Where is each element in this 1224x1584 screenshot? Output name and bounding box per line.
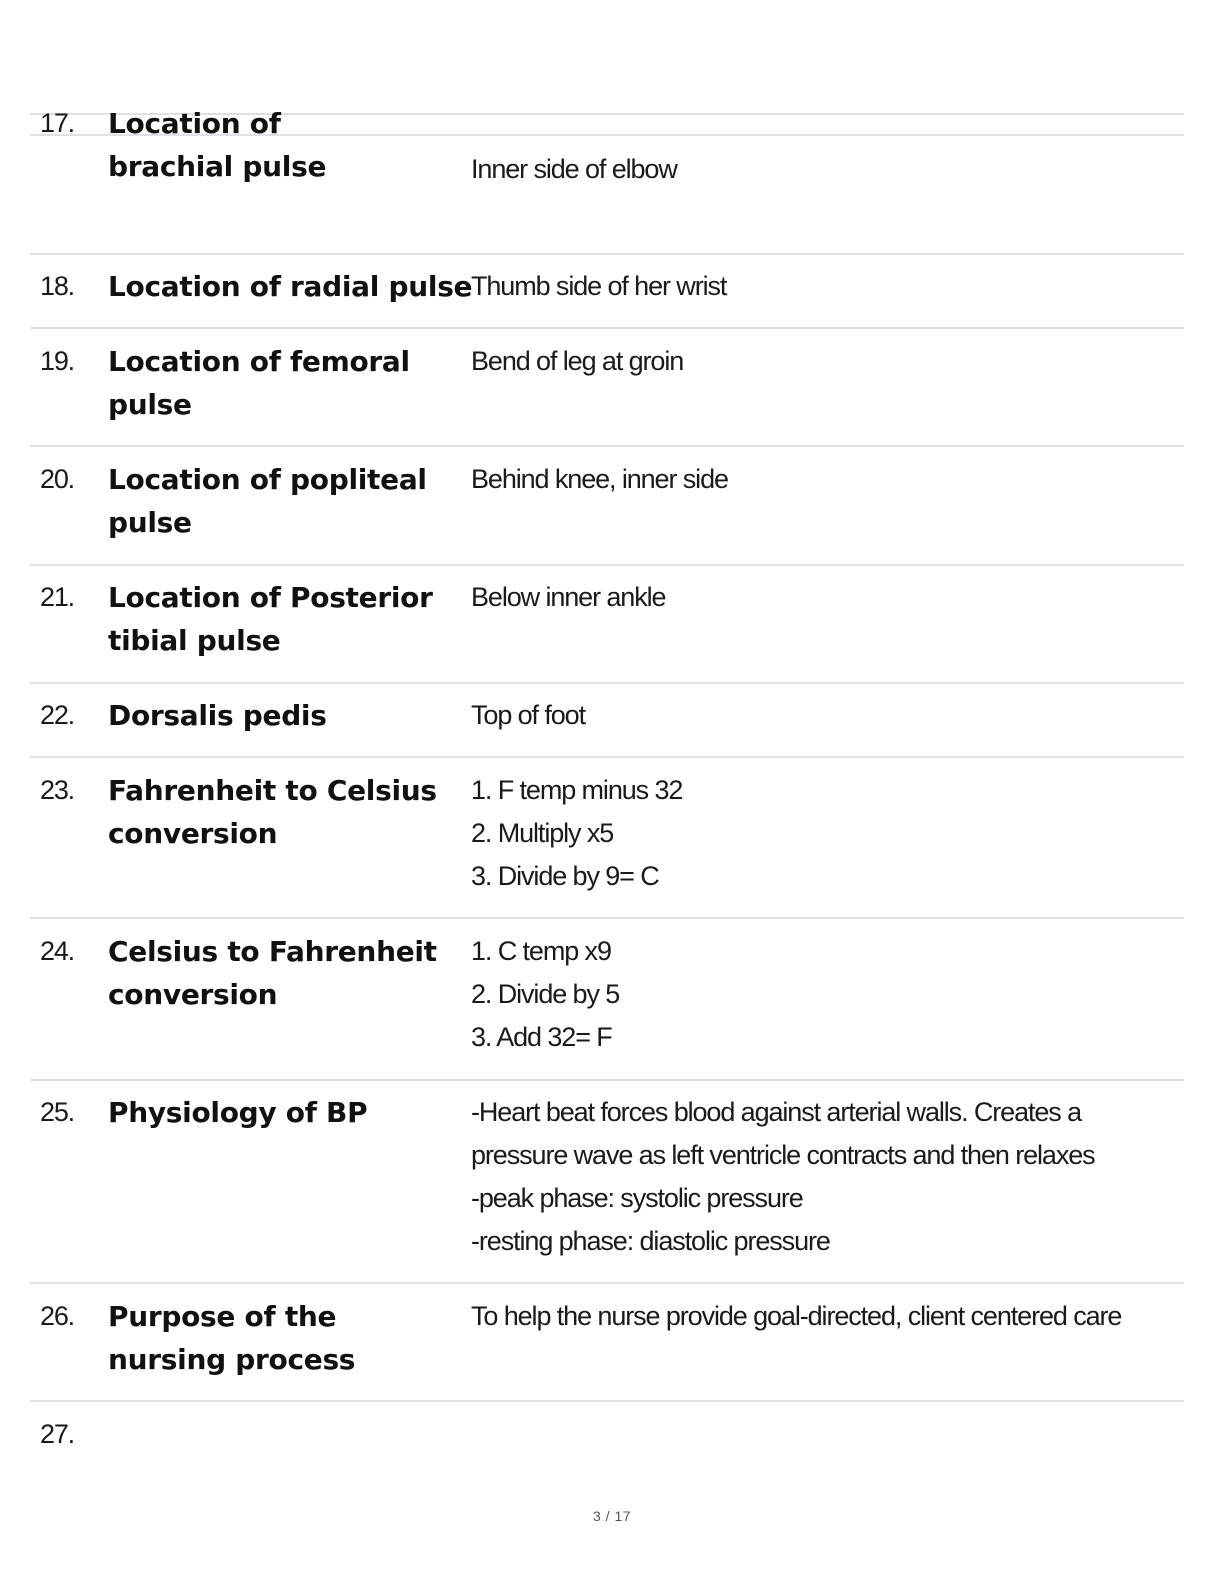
card-term: Physiology of BP [108,1096,368,1129]
card-definition: 1. C temp x9 2. Divide by 5 3. Add 32= F [471,936,620,1052]
row-divider [30,682,1184,684]
card-number: 20. [40,464,74,494]
row-divider [30,445,1184,447]
row-divider [30,1400,1184,1402]
card-definition: Thumb side of her wrist [471,271,727,301]
card-term: Location of brachial pulse [108,107,327,183]
page-indicator: 3 / 17 [592,1508,632,1524]
card-definition: Behind knee, inner side [471,464,728,494]
card-definition: Top of foot [471,700,585,730]
card-definition: Inner side of elbow [471,154,677,184]
card-term: Location of femoral pulse [108,345,410,421]
card-definition: -Heart beat forces blood against arterial walls. Creates a pressure wave as left ventricle contracts and then relaxes -peak phase: systolic pressure -resting phase: diastolic pressure [471,1097,1095,1256]
card-term: Location of popliteal pulse [108,463,427,539]
card-definition: To help the nurse provide goal-directed, client centered care [471,1301,1122,1331]
card-term: Purpose of the nursing process [108,1300,356,1376]
card-term: Celsius to Fahrenheit conversion [108,935,437,1011]
card-number: 21. [40,582,74,612]
card-number: 25. [40,1097,74,1127]
card-number: 26. [40,1301,74,1331]
card-number: 19. [40,346,74,376]
row-divider [30,756,1184,758]
row-divider [30,564,1184,566]
card-term: Dorsalis pedis [108,699,327,732]
card-number: 18. [40,271,74,301]
card-term: Location of radial pulse [108,270,473,303]
row-divider [30,917,1184,919]
row-divider [30,327,1184,329]
card-term: Fahrenheit to Celsius conversion [108,774,437,850]
row-divider [30,1079,1184,1081]
card-term: Location of Posterior tibial pulse [108,581,433,657]
card-number: 24. [40,936,74,966]
card-definition: Below inner ankle [471,582,666,612]
card-number: 23. [40,775,74,805]
card-definition: Bend of leg at groin [471,346,684,376]
card-number: 27. [40,1419,74,1449]
row-divider [30,253,1184,255]
row-divider [30,1282,1184,1284]
card-definition: 1. F temp minus 32 2. Multiply x5 3. Divide by 9= C [471,775,683,891]
card-number: 17. [40,108,74,138]
card-number: 22. [40,700,74,730]
